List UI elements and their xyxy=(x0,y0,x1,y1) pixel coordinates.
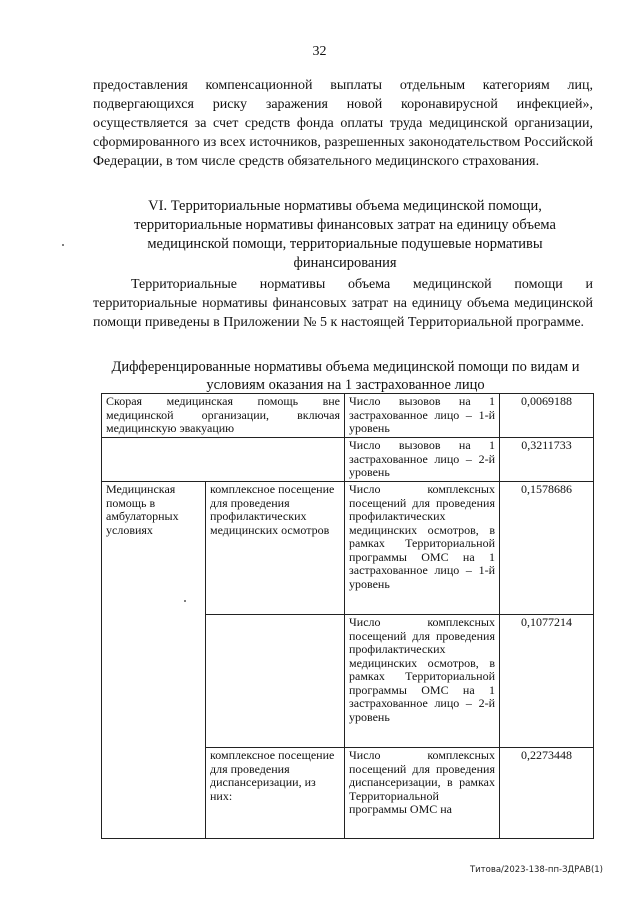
outpatient-label-cell: Медицинская помощь в амбулаторных условиях xyxy=(102,482,206,839)
empty-cell xyxy=(102,438,345,482)
subtype-cell: комплексное посещение для проведения диспансеризации, из них: xyxy=(206,748,345,839)
table-row xyxy=(102,438,594,482)
indicator-cell: Число вызовов на 1 застрахованное лицо – 1-й уровень xyxy=(345,394,500,438)
value-cell: 0,1578686 xyxy=(500,482,594,615)
page-number: 32 xyxy=(312,44,327,59)
table-row xyxy=(102,394,594,438)
scan-dot xyxy=(184,600,186,602)
value-cell: 0,1077214 xyxy=(500,615,594,748)
ambulance-label-cell: Скорая медицинская помощь вне медицинской организации, включая медицинскую эвакуацию xyxy=(102,394,345,438)
subtype-cell: комплексное посещение для проведения профилактических медицинских осмотров xyxy=(206,482,345,615)
table-caption: Дифференцированные нормативы объема медицинской помощи по видам и условиям оказания на 1 застрахованное лицо xyxy=(111,359,580,393)
empty-cell xyxy=(206,615,345,748)
document-code: Титова/2023-138-пп-ЗДРАВ(1) xyxy=(469,865,603,875)
paragraph-compensation: предоставления компенсационной выплаты отдельным категориям лиц, подвергающихся риску заражения новой коронавирусной инфекцией», осуществляется за счет средств фонда оплаты труда медицинской организации, сформированного из всех источников, разрешенных законодательством Российской Федерации, в том числе средств обязательного медицинского страхования. xyxy=(93,78,593,169)
value-cell: 0,2273448 xyxy=(500,748,594,839)
value-cell: 0,0069188 xyxy=(500,394,594,438)
value-cell: 0,3211733 xyxy=(500,438,594,482)
norms-table xyxy=(101,393,594,839)
indicator-cell: Число комплексных посещений для проведения профилактических медицинских осмотров, в рамках Территориальной программы ОМС на 1 застрахованное лицо – 2-й уровень xyxy=(345,615,500,748)
indicator-cell: Число вызовов на 1 застрахованное лицо – 2-й уровень xyxy=(345,438,500,482)
section-heading: VI. Территориальные нормативы объема медицинской помощи, территориальные нормативы финансовых затрат на единицу объема медицинской помощи, территориальные подушевые нормативы финансирования xyxy=(134,198,556,271)
paragraph-norms-reference: Территориальные нормативы объема медицинской помощи и территориальные нормативы финансовых затрат на единицу объема медицинской помощи приведены в Приложении № 5 к настоящей Территориальной программе. xyxy=(93,277,593,330)
scan-dot xyxy=(62,244,64,246)
table-row xyxy=(102,482,594,615)
indicator-cell: Число комплексных посещений для проведения диспансеризации, в рамках Территориальной программы ОМС на xyxy=(345,748,500,839)
indicator-cell: Число комплексных посещений для проведения профилактических медицинских осмотров, в рамках Территориальной программы ОМС на 1 застрахованное лицо – 1-й уровень xyxy=(345,482,500,615)
